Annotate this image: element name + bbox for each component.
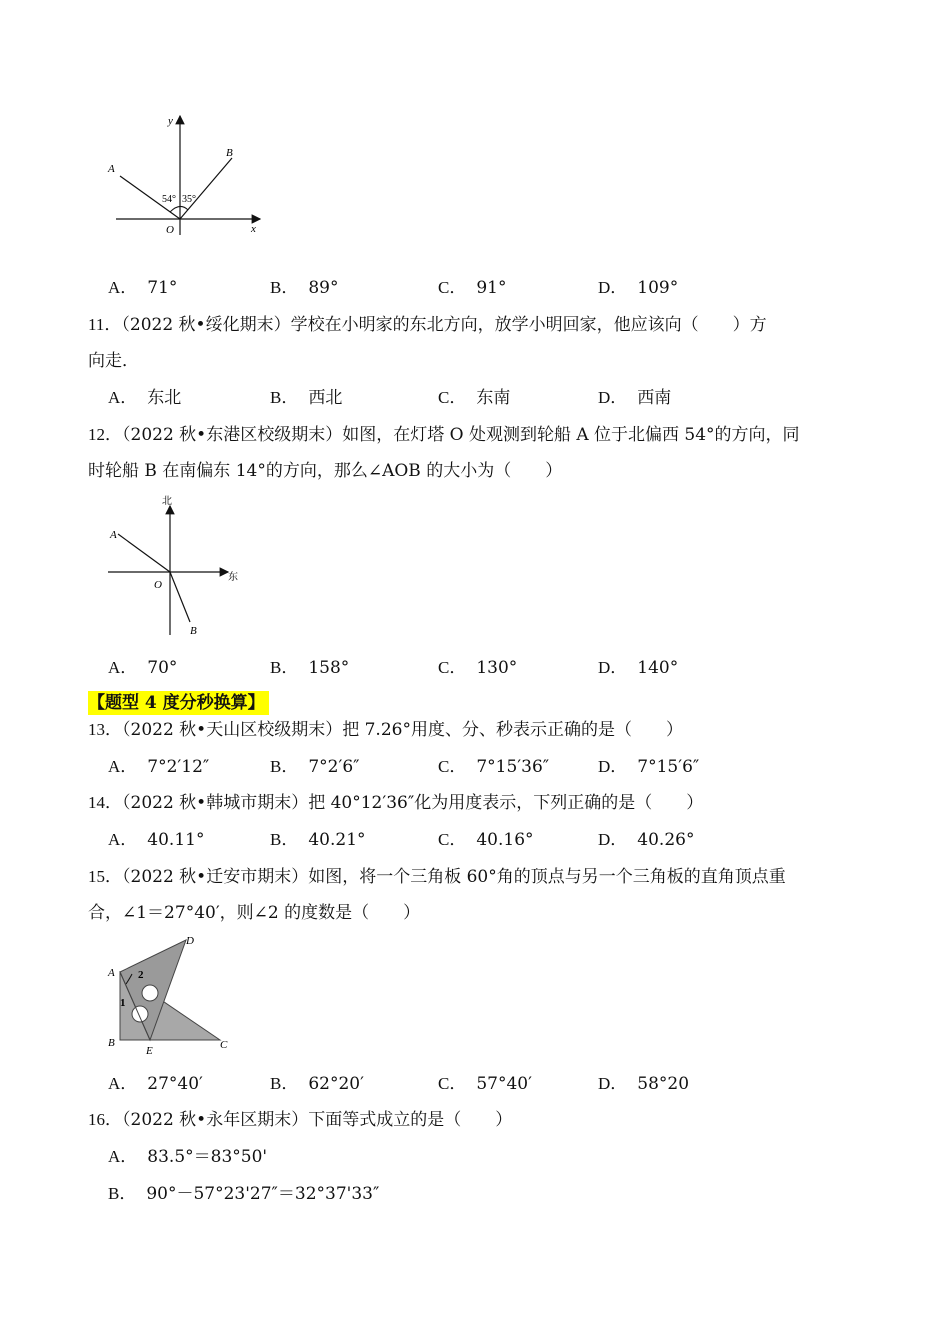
q11-option-b[interactable]: B． 西北 bbox=[270, 388, 343, 408]
q12-option-d[interactable]: D． 140° bbox=[598, 658, 679, 678]
q12-figure bbox=[100, 492, 250, 640]
q14-option-c[interactable]: C． 40.16° bbox=[438, 830, 534, 850]
q10-a-label: A bbox=[108, 163, 115, 175]
q16-option-b-row bbox=[108, 1183, 868, 1205]
q12-b-label: B bbox=[190, 625, 197, 637]
q15-hole-lower bbox=[132, 1006, 148, 1022]
q15-option-b[interactable]: B． 62°20′ bbox=[270, 1074, 364, 1094]
section-heading: 【题型 4 度分秒换算】 bbox=[88, 691, 269, 715]
q12-north-label: 北 bbox=[162, 496, 172, 507]
q15-d-label: D bbox=[186, 935, 194, 947]
q15-hole-upper bbox=[142, 985, 158, 1001]
q15-c-label: C bbox=[220, 1039, 228, 1051]
q11-option-c[interactable]: C． 东南 bbox=[438, 388, 511, 408]
q16-option-b[interactable]: B． 90°－57°23'27″＝32°37'33″ bbox=[108, 1184, 380, 1204]
q11-stem-line1: 11．（2022 秋•绥化期末）学校在小明家的东北方向，放学小明回家，他应该向（ ）方 bbox=[88, 315, 767, 335]
q12-ray-oa bbox=[118, 534, 170, 572]
q13-stem-line1: 13．（2022 秋•天山区校级期末）把 7.26°用度、分、秒表示正确的是（ ） bbox=[88, 720, 683, 740]
q15-option-c[interactable]: C． 57°40′ bbox=[438, 1074, 532, 1094]
q12-stem-line1: 12．（2022 秋•东港区校级期末）如图，在灯塔 O 处观测到轮船 A 位于北偏西 54°的方向，同 bbox=[88, 425, 800, 445]
q10-option-d[interactable]: D． 109° bbox=[598, 278, 679, 298]
q10-option-b[interactable]: B． 89° bbox=[270, 278, 339, 298]
q10-options bbox=[108, 277, 868, 299]
q16-option-a[interactable]: A． 83.5°＝83°50' bbox=[108, 1147, 268, 1167]
q12-stem-line2: 时轮船 B 在南偏东 14°的方向，那么∠AOB 的大小为（ ） bbox=[88, 461, 563, 481]
q10-origin-label: O bbox=[166, 224, 174, 236]
q10-option-c[interactable]: C． 91° bbox=[438, 278, 507, 298]
q10-angle1-label: 54° bbox=[162, 194, 176, 205]
q14-stem-line1: 14．（2022 秋•韩城市期末）把 40°12′36″化为用度表示，下列正确的是（ ） bbox=[88, 793, 704, 813]
q13-option-a[interactable]: A． 7°2′12″ bbox=[108, 757, 210, 777]
q10-b-label: B bbox=[226, 147, 233, 159]
q15-angle2-label: 2 bbox=[138, 969, 144, 981]
q14-option-a[interactable]: A． 40.11° bbox=[108, 830, 205, 850]
q16-option-a-row bbox=[108, 1146, 868, 1168]
q10-angle-arc bbox=[170, 206, 188, 212]
q11-number: 11． bbox=[88, 315, 122, 334]
q11-option-d[interactable]: D． 西南 bbox=[598, 388, 672, 408]
q12-option-a[interactable]: A． 70° bbox=[108, 658, 178, 678]
q12-east-label: 东 bbox=[228, 572, 238, 583]
q12-options bbox=[108, 657, 868, 679]
q10-option-a[interactable]: A． 71° bbox=[108, 278, 178, 298]
q15-figure bbox=[100, 930, 240, 1060]
q15-angle1-label: 1 bbox=[120, 997, 126, 1009]
q10-figure bbox=[100, 110, 270, 240]
q13-option-c[interactable]: C． 7°15′36″ bbox=[438, 757, 550, 777]
q14-options bbox=[108, 829, 868, 851]
q15-a-label: A bbox=[108, 967, 115, 979]
q10-y-label: y bbox=[168, 115, 173, 127]
q15-stem-line2: 合，∠1＝27°40′，则∠2 的度数是（ ） bbox=[88, 903, 421, 923]
q16-stem-line1: 16．（2022 秋•永年区期末）下面等式成立的是（ ） bbox=[88, 1110, 513, 1130]
q15-number: 15． bbox=[88, 867, 122, 886]
q15-option-d[interactable]: D． 58°20 bbox=[598, 1074, 690, 1094]
q11-stem-line2: 向走． bbox=[88, 351, 139, 371]
q16-number: 16． bbox=[88, 1110, 122, 1129]
q15-b-label: B bbox=[108, 1037, 115, 1049]
q14-number: 14． bbox=[88, 793, 122, 812]
q12-origin-label: O bbox=[154, 579, 162, 591]
q11-options bbox=[108, 387, 868, 409]
q15-option-a[interactable]: A． 27°40′ bbox=[108, 1074, 203, 1094]
q12-option-c[interactable]: C． 130° bbox=[438, 658, 518, 678]
q10-x-label: x bbox=[251, 223, 256, 235]
q15-stem-line1: 15．（2022 秋•迁安市期末）如图，将一个三角板 60°角的顶点与另一个三角板的直角顶点重 bbox=[88, 867, 786, 887]
q13-options bbox=[108, 756, 868, 778]
q13-option-b[interactable]: B． 7°2′6″ bbox=[270, 757, 360, 777]
q13-number: 13． bbox=[88, 720, 122, 739]
q13-option-d[interactable]: D． 7°15′6″ bbox=[598, 757, 700, 777]
q12-ray-ob bbox=[170, 572, 190, 622]
q14-option-d[interactable]: D． 40.26° bbox=[598, 830, 695, 850]
q12-number: 12． bbox=[88, 425, 122, 444]
q15-e-label: E bbox=[146, 1045, 153, 1057]
q12-option-b[interactable]: B． 158° bbox=[270, 658, 350, 678]
q15-options bbox=[108, 1073, 868, 1095]
q12-a-label: A bbox=[110, 529, 117, 541]
q14-option-b[interactable]: B． 40.21° bbox=[270, 830, 366, 850]
q10-angle2-label: 35° bbox=[182, 194, 196, 205]
q11-option-a[interactable]: A． 东北 bbox=[108, 388, 182, 408]
